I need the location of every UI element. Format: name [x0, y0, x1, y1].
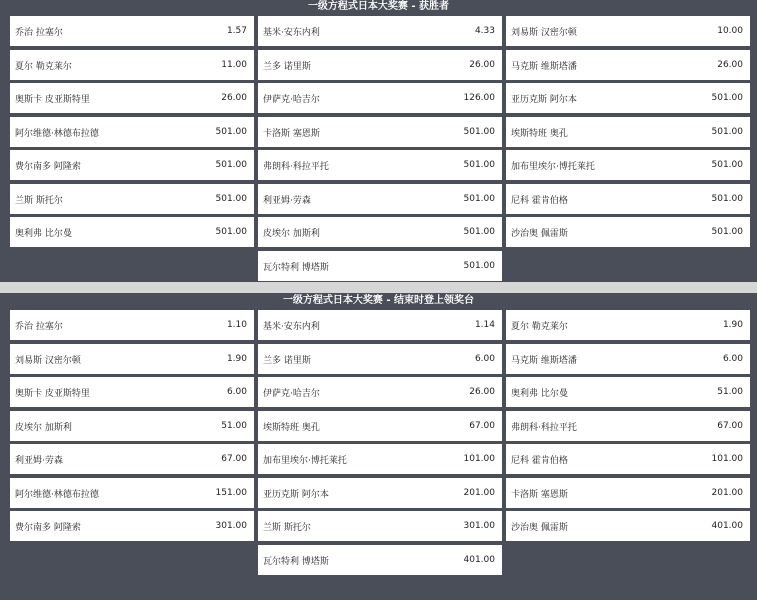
- odds-selection[interactable]: [258, 478, 502, 508]
- odds-price: 501.00: [711, 194, 743, 204]
- odds-price: 67.00: [221, 454, 247, 464]
- driver-name: 基米·安东内利: [263, 321, 320, 332]
- odds-price: 1.90: [722, 320, 743, 330]
- odds-selection[interactable]: [258, 444, 502, 474]
- odds-selection[interactable]: [10, 217, 254, 247]
- odds-price: 501.00: [463, 127, 495, 137]
- odds-price: 6.00: [722, 354, 743, 364]
- odds-price: 67.00: [717, 421, 743, 431]
- driver-name: 兰斯 斯托尔: [15, 195, 63, 206]
- driver-name: 利亚姆·劳森: [15, 455, 63, 466]
- driver-name: 皮埃尔 加斯利: [15, 422, 72, 433]
- driver-name: 兰多 诺里斯: [263, 61, 311, 72]
- odds-selection[interactable]: [10, 117, 254, 147]
- driver-name: 奥利弗 比尔曼: [511, 388, 568, 399]
- driver-name: 皮埃尔 加斯利: [263, 228, 320, 239]
- odds-selection[interactable]: [258, 150, 502, 180]
- driver-name: 瓦尔特利 博塔斯: [263, 556, 329, 567]
- driver-name: 刘易斯 汉密尔顿: [15, 355, 81, 366]
- odds-selection[interactable]: [10, 411, 254, 441]
- odds-selection[interactable]: [506, 117, 750, 147]
- winner-market: [0, 0, 757, 282]
- odds-selection[interactable]: [258, 310, 502, 340]
- odds-price: 51.00: [717, 387, 743, 397]
- odds-grid: [0, 14, 757, 282]
- odds-price: 26.00: [717, 60, 743, 70]
- driver-name: 兰多 诺里斯: [263, 355, 311, 366]
- odds-price: 1.14: [474, 320, 495, 330]
- odds-price: 501.00: [215, 194, 247, 204]
- odds-price: 6.00: [474, 354, 495, 364]
- odds-price: 501.00: [711, 160, 743, 170]
- odds-selection[interactable]: [506, 310, 750, 340]
- market-title: 一级方程式日本大奖赛 - 结束时登上领奖台: [282, 295, 475, 306]
- odds-price: 301.00: [215, 521, 247, 531]
- odds-price: 101.00: [463, 454, 495, 464]
- odds-selection[interactable]: [506, 344, 750, 374]
- odds-price: 501.00: [215, 127, 247, 137]
- odds-price: 501.00: [215, 227, 247, 237]
- odds-selection[interactable]: [10, 50, 254, 80]
- driver-name: 夏尔 勒克莱尔: [511, 321, 568, 332]
- odds-selection[interactable]: [10, 478, 254, 508]
- driver-name: 亚历克斯 阿尔本: [511, 94, 577, 105]
- odds-price: 1.57: [226, 26, 247, 36]
- odds-selection[interactable]: [506, 411, 750, 441]
- driver-name: 伊萨克·哈吉尔: [263, 94, 320, 105]
- odds-price: 501.00: [711, 93, 743, 103]
- odds-price: 101.00: [711, 454, 743, 464]
- driver-name: 费尔南多 阿隆索: [15, 161, 81, 172]
- driver-name: 弗朗科·科拉平托: [511, 422, 577, 433]
- driver-name: 尼科 霍肯伯格: [511, 195, 568, 206]
- odds-price: 126.00: [463, 93, 495, 103]
- odds-price: 1.10: [226, 320, 247, 330]
- odds-selection[interactable]: [506, 150, 750, 180]
- driver-name: 夏尔 勒克莱尔: [15, 61, 72, 72]
- odds-price: 67.00: [469, 421, 495, 431]
- odds-selection[interactable]: [258, 217, 502, 247]
- market-separator: [0, 282, 757, 293]
- odds-selection[interactable]: [506, 184, 750, 214]
- market-title: 一级方程式日本大奖赛 - 获胜者: [307, 1, 450, 12]
- odds-selection[interactable]: [258, 83, 502, 113]
- odds-selection[interactable]: [10, 310, 254, 340]
- odds-price: 501.00: [463, 160, 495, 170]
- driver-name: 阿尔维德·林德布拉德: [15, 128, 99, 139]
- driver-name: 刘易斯 汉密尔顿: [511, 27, 577, 38]
- driver-name: 伊萨克·哈吉尔: [263, 388, 320, 399]
- odds-selection[interactable]: [506, 16, 750, 46]
- driver-name: 沙治奥 佩雷斯: [511, 522, 568, 533]
- odds-price: 501.00: [711, 127, 743, 137]
- odds-selection[interactable]: [506, 50, 750, 80]
- odds-selection[interactable]: [258, 511, 502, 541]
- odds-selection[interactable]: [10, 511, 254, 541]
- odds-price: 501.00: [463, 261, 495, 271]
- odds-selection[interactable]: [10, 377, 254, 407]
- odds-selection[interactable]: [258, 184, 502, 214]
- odds-selection[interactable]: [258, 251, 502, 281]
- odds-price: 501.00: [215, 160, 247, 170]
- driver-name: 利亚姆·劳森: [263, 195, 311, 206]
- odds-selection[interactable]: [258, 411, 502, 441]
- driver-name: 兰斯 斯托尔: [263, 522, 311, 533]
- odds-price: 201.00: [711, 488, 743, 498]
- driver-name: 卡洛斯 塞恩斯: [511, 489, 568, 500]
- odds-price: 501.00: [463, 194, 495, 204]
- driver-name: 阿尔维德·林德布拉德: [15, 489, 99, 500]
- odds-selection[interactable]: [506, 377, 750, 407]
- odds-price: 301.00: [463, 521, 495, 531]
- driver-name: 埃斯特班 奥孔: [511, 128, 568, 139]
- driver-name: 加布里埃尔·博托莱托: [263, 455, 347, 466]
- driver-name: 沙治奥 佩雷斯: [511, 228, 568, 239]
- driver-name: 加布里埃尔·博托莱托: [511, 161, 595, 172]
- odds-price: 151.00: [215, 488, 247, 498]
- driver-name: 亚历克斯 阿尔本: [263, 489, 329, 500]
- odds-selection[interactable]: [10, 344, 254, 374]
- odds-selection[interactable]: [506, 444, 750, 474]
- odds-price: 201.00: [463, 488, 495, 498]
- odds-selection[interactable]: [506, 478, 750, 508]
- odds-price: 51.00: [221, 421, 247, 431]
- odds-selection[interactable]: [10, 184, 254, 214]
- driver-name: 基米·安东内利: [263, 27, 320, 38]
- odds-selection[interactable]: [506, 511, 750, 541]
- podium-market: [0, 293, 757, 576]
- odds-selection[interactable]: [258, 16, 502, 46]
- driver-name: 马克斯 维斯塔潘: [511, 61, 577, 72]
- odds-selection[interactable]: [10, 150, 254, 180]
- driver-name: 乔治 拉塞尔: [15, 321, 63, 332]
- driver-name: 弗朗科·科拉平托: [263, 161, 329, 172]
- odds-price: 401.00: [463, 555, 495, 565]
- odds-selection[interactable]: [10, 16, 254, 46]
- driver-name: 奥利弗 比尔曼: [15, 228, 72, 239]
- odds-price: 4.33: [474, 26, 495, 36]
- odds-price: 501.00: [711, 227, 743, 237]
- driver-name: 奥斯卡 皮亚斯特里: [15, 94, 90, 105]
- driver-name: 埃斯特班 奥孔: [263, 422, 320, 433]
- driver-name: 马克斯 维斯塔潘: [511, 355, 577, 366]
- odds-selection[interactable]: [506, 83, 750, 113]
- odds-price: 10.00: [717, 26, 743, 36]
- odds-price: 11.00: [221, 60, 247, 70]
- odds-selection[interactable]: [258, 344, 502, 374]
- odds-price: 26.00: [469, 387, 495, 397]
- odds-price: 26.00: [221, 93, 247, 103]
- driver-name: 瓦尔特利 博塔斯: [263, 262, 329, 273]
- odds-grid: [0, 308, 757, 576]
- driver-name: 尼科 霍肯伯格: [511, 455, 568, 466]
- driver-name: 乔治 拉塞尔: [15, 27, 63, 38]
- odds-selection[interactable]: [258, 50, 502, 80]
- odds-price: 1.90: [226, 354, 247, 364]
- odds-selection[interactable]: [258, 117, 502, 147]
- odds-price: 501.00: [463, 227, 495, 237]
- odds-price: 401.00: [711, 521, 743, 531]
- odds-selection[interactable]: [10, 444, 254, 474]
- odds-selection[interactable]: [10, 83, 254, 113]
- odds-selection[interactable]: [506, 217, 750, 247]
- driver-name: 卡洛斯 塞恩斯: [263, 128, 320, 139]
- odds-price: 26.00: [469, 60, 495, 70]
- driver-name: 费尔南多 阿隆索: [15, 522, 81, 533]
- odds-selection[interactable]: [258, 377, 502, 407]
- driver-name: 奥斯卡 皮亚斯特里: [15, 388, 90, 399]
- odds-selection[interactable]: [258, 545, 502, 575]
- odds-price: 6.00: [226, 387, 247, 397]
